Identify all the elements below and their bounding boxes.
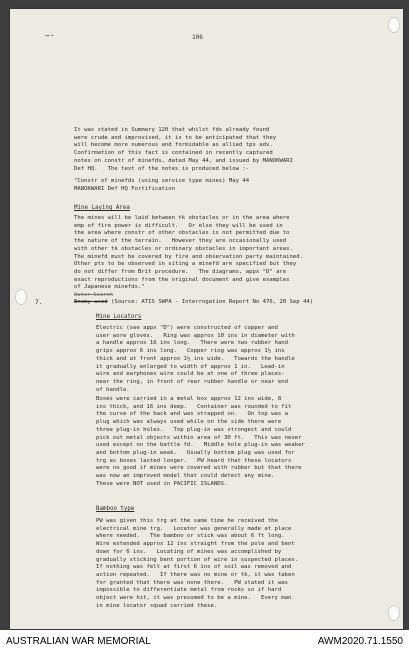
bamboo-paragraph: PW was given this trg at the same time he received the electrical mine trg. Locator was generally made at place where needed. The bamboo or stick was about 6 ft long. Wire extended approx 12 ins straight from the pole and bent down for 6 ins. Locating of mines was accomplished by gradually sticking bent portion of wire in suspected places. If nothing was felt at first 6 ins of soil was removed and action repeated. If there was no mine or tk, it was taken for granted that there was none there. PW stated it was impossible to differentiate metal from rocks so if hard object were hit, it was presumed to be a mine. Every man in mine locator squad carried these. <box>96 518 299 609</box>
margin-mark: —· <box>45 31 55 40</box>
punch-hole <box>388 17 400 33</box>
punch-hole <box>15 289 27 305</box>
boxes-paragraph: Boxes were carried in a metal box approx 12 ins wide, 8 ins thick, and 16 ins deep. Container was rounded to fit the curve of the back and was strapped on. On top was a plug which was always used while on the side there were three plug-in holes. Top plug-in was strongest and could pick out metal objects within area of 30 ft. This was never used except on the battle fd. Middle hole plug-in was weaker and bottom plug-in weak. Usually bottom plug was used for trg as boxes lasted longer. PW heard that these locators were no good if mines were covered with rubber but that there was now an improved model that could detect any mine. These were NOT used in PACIFIC ISLANDS. <box>96 396 305 487</box>
document-page <box>10 9 403 629</box>
item-number: 7. <box>35 299 43 306</box>
struck-annotation: Water Search <box>74 292 113 298</box>
mine-laying-paragraph: The mines will be laid between tk obstacles or in the area where emp of fire power is difficult. Or else they will be used in the area where constr of other obstacles is not permitted due to the nature of the terrain. However they are occasionally used with other tk obstacles or ordinary obstacles in important areas. The minefd must be covered by fire and observation party maintained. Other pts to be observed in siting a minefd are specified but they do not differ from Brit procedure. The diagrams, appx "D" are exact reproductions from the original document and give examples of Japanese minefds." <box>74 215 304 291</box>
quote-title: "Constr of minefds (using service type mines) May 44 MANOKWARI Def HQ Fortification <box>74 178 250 192</box>
intro-paragraph: It was stated in Summary 120 that whilst fds already found were crude and improvised, it is to be anticipated that they will become more numerous and formidable as allied tps adv. Confirmation of this fact is contained in recently captured notes on constr of minefds, dated May 44, and issued by MANOKWARI Def HQ. The text of the notes is produced below :- <box>74 127 293 172</box>
electric-locator-paragraph: Electric (see appx "D") were constructed of copper and user wore gloves. Ring was approx 10 ins in diameter with a handle approx 16 ins long. There were two rubber hand grips approx 6 ins long. Copper ring was approx 1½ ins thick and at front approx 1½ ins wide. Towards the handle it gradually enlarged to width of approx 1 in. Lead-in wire and earphones wire could be at one of three places- near the ring, in front of rear rubber handle or near end of handle. <box>96 325 295 393</box>
footer-institution: AUSTRALIAN WAR MEMORIAL <box>6 636 151 647</box>
item-source-line: Enemy used (Source: ATIS SWPA - Interrogation Report No 476, 20 Sep 44) <box>74 299 314 305</box>
section-heading-mine-laying: Mine Laying Area <box>74 205 130 211</box>
footer-bar <box>0 630 409 653</box>
section-heading-bamboo: Bamboo type <box>96 506 135 512</box>
footer-accession-number: AWM2020.71.1550 <box>317 636 403 647</box>
section-heading-mine-locators: Mine Locators <box>96 314 142 320</box>
page-number: 106 <box>192 34 203 41</box>
